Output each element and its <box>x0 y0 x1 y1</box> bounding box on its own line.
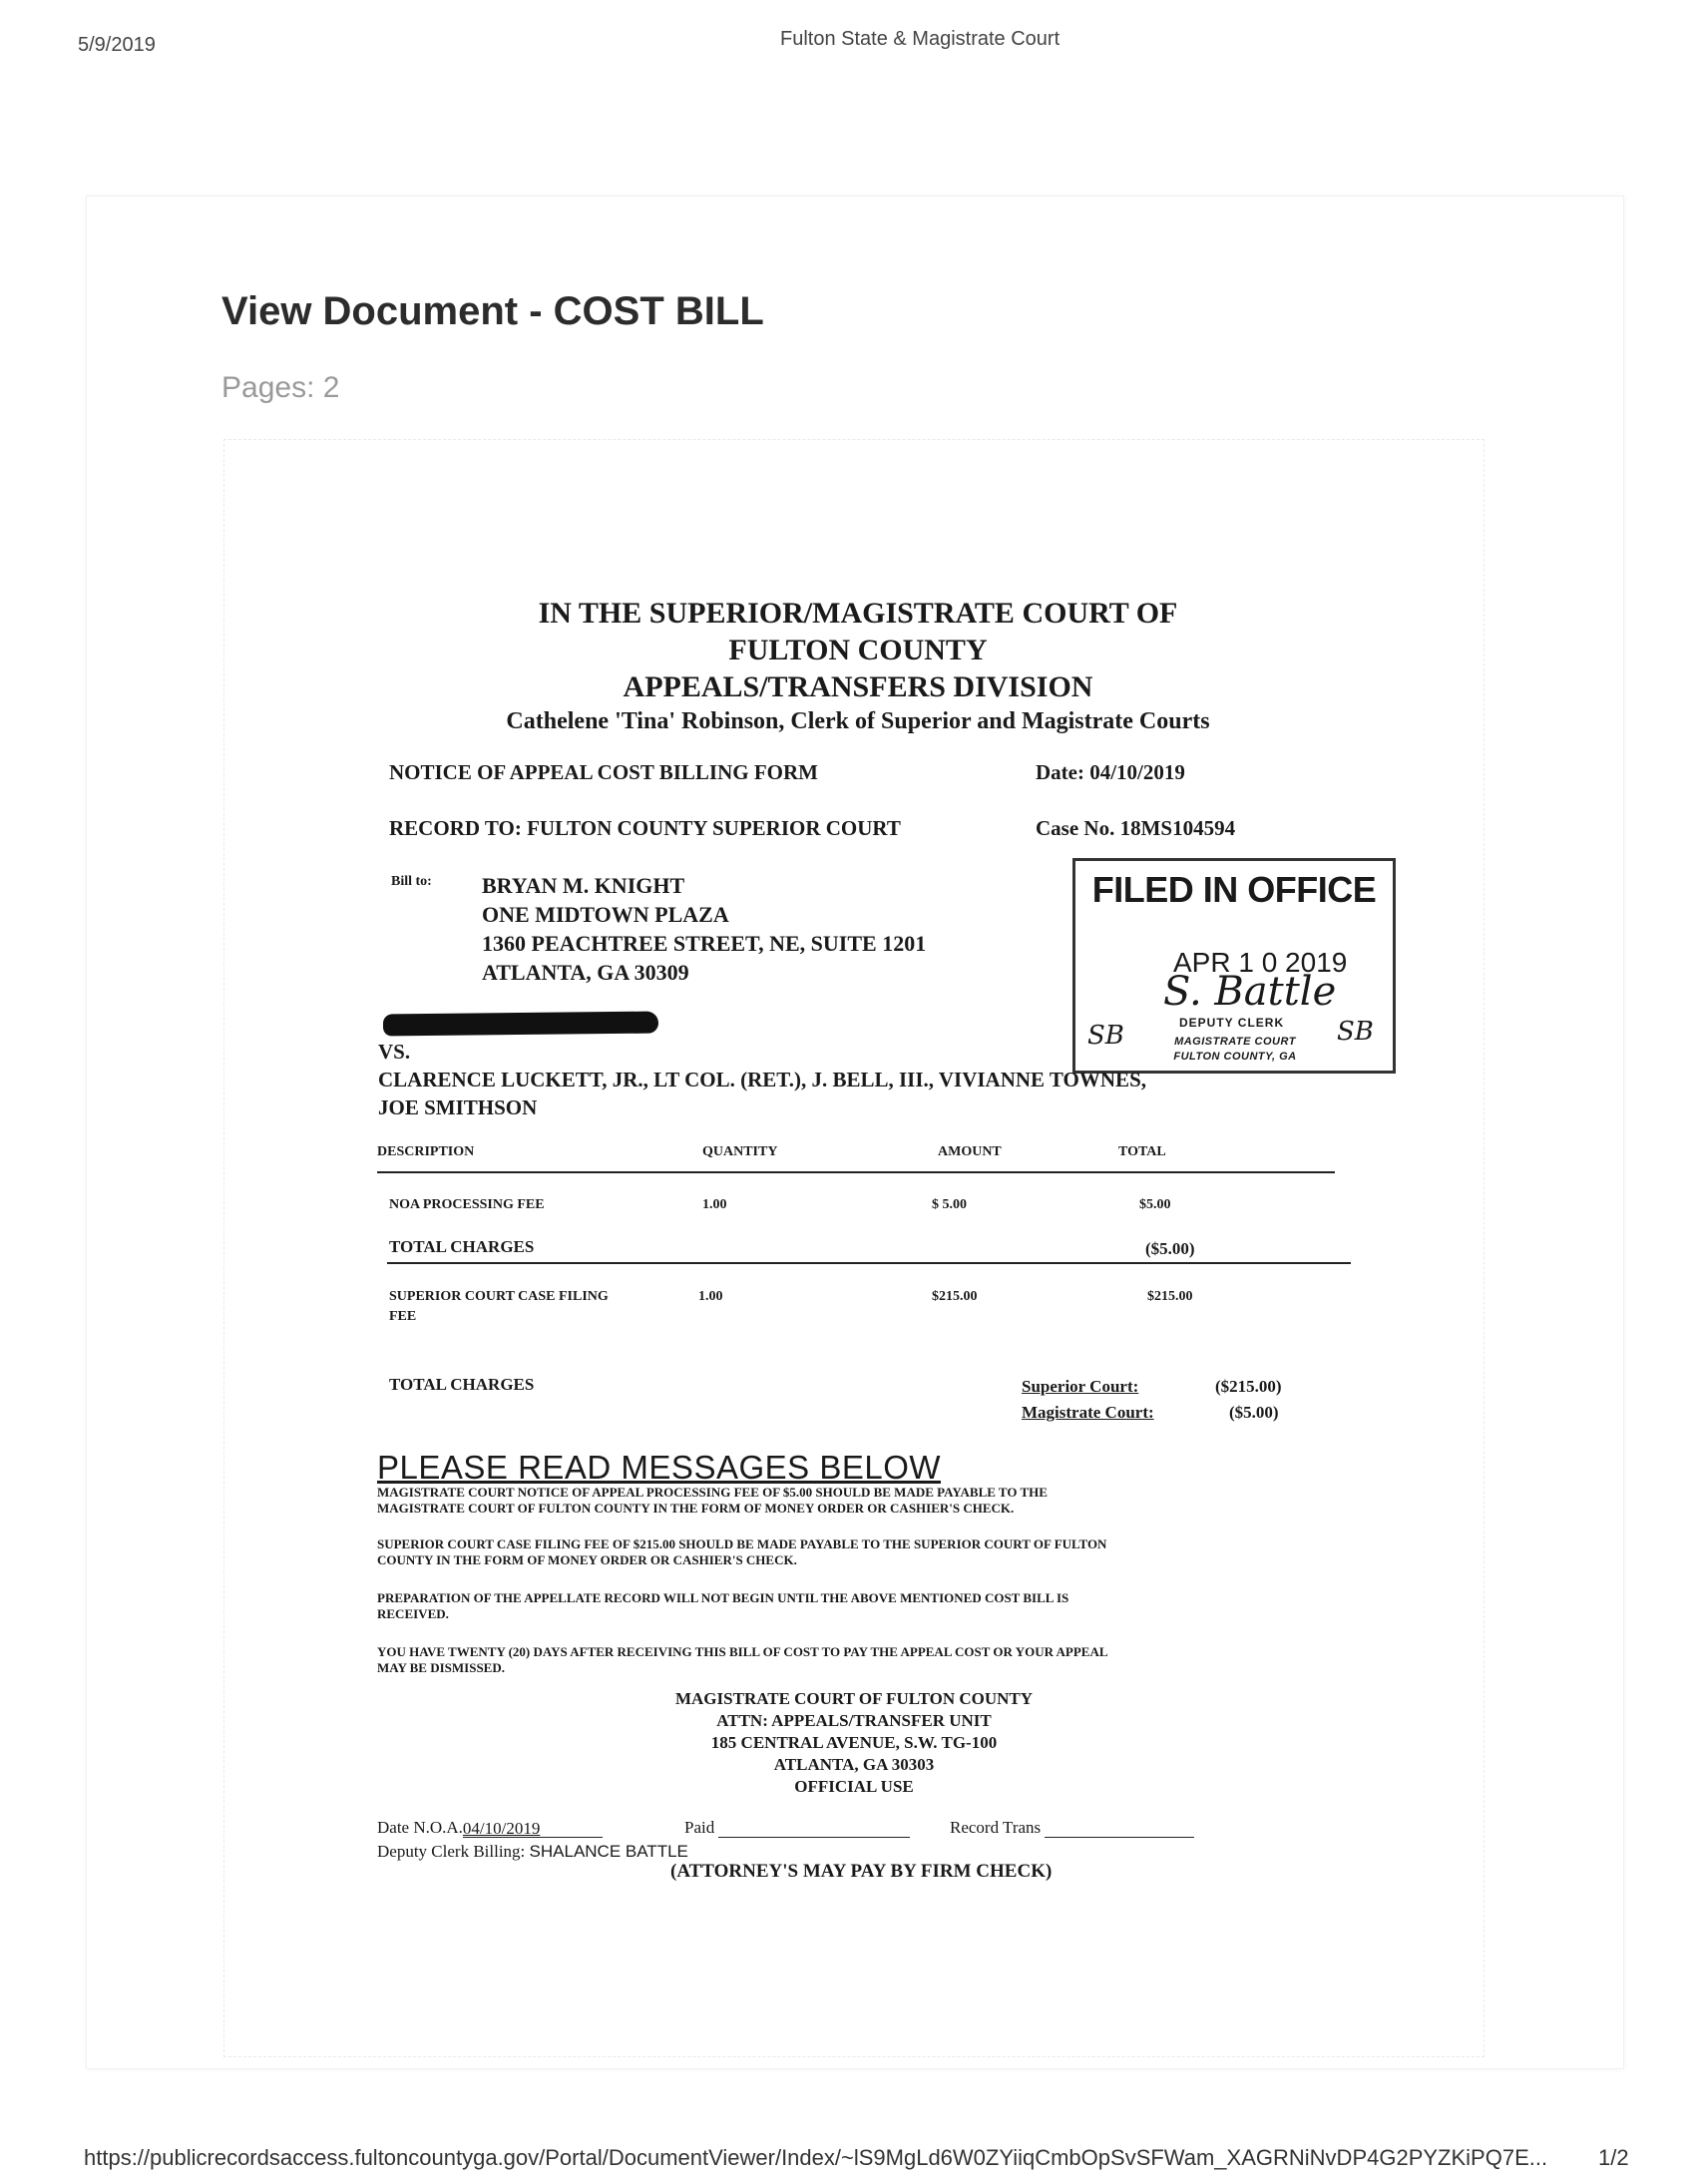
document-date: Date: 04/10/2019 <box>1036 760 1185 784</box>
deputy-clerk-billing <box>377 1842 688 1862</box>
magistrate-court-value: ($5.00) <box>1229 1403 1279 1422</box>
messages-heading: PLEASE READ MESSAGES BELOW <box>377 1449 942 1486</box>
court-heading: IN THE SUPERIOR/MAGISTRATE COURT OF <box>538 597 1178 630</box>
row1-amount: $ 5.00 <box>932 1197 967 1212</box>
print-url: https://publicrecordsaccess.fultoncountyga.gov/Portal/DocumentViewer/Index/~lS9MgLd6W0ZYiiqCmbOpSvSFWam_XAGRNiNvDP4G2PYZKiPQ7E... <box>84 2145 1548 2170</box>
stamp-court <box>1155 1035 1315 1065</box>
division-heading: APPEALS/TRANSFERS DIVISION <box>623 670 1093 703</box>
message-4-line1: YOU HAVE TWENTY (20) DAYS AFTER RECEIVING THIS BILL OF COST TO PAY THE APPEAL COST OR YOUR APPEAL <box>377 1644 1108 1659</box>
mailing-line4: ATLANTA, GA 30303 <box>773 1755 935 1774</box>
bill-to-line3: ATLANTA, GA 30309 <box>482 960 689 985</box>
col-description: DESCRIPTION <box>377 1144 475 1159</box>
stamp-signature: S. Battle <box>1163 969 1337 1015</box>
superior-court-value: ($215.00) <box>1215 1377 1282 1396</box>
county-heading: FULTON COUNTY <box>728 634 988 666</box>
message-4-line2: MAY BE DISMISSED. <box>377 1660 505 1675</box>
print-page-number: 1/2 <box>1598 2145 1629 2170</box>
row2-description-line1: SUPERIOR COURT CASE FILING <box>389 1289 609 1304</box>
stamp-initials-right: SB <box>1337 1017 1374 1047</box>
date-noa <box>377 1818 603 1838</box>
superior-court-label: Superior Court: <box>1022 1377 1139 1396</box>
total-charges-value: ($5.00) <box>1145 1239 1195 1258</box>
defendants-line1: CLARENCE LUCKETT, JR., LT COL. (RET.), J. BELL, III., VIVIANNE TOWNES, <box>378 1068 1146 1092</box>
message-3-line1: PREPARATION OF THE APPELLATE RECORD WILL NOT BEGIN UNTIL THE ABOVE MENTIONED COST BILL IS <box>377 1590 1069 1605</box>
bill-to-label: Bill to: <box>391 874 432 889</box>
bill-to-address <box>482 871 926 987</box>
grand-total-label: TOTAL CHARGES <box>389 1375 535 1394</box>
firm-check-note: (ATTORNEY'S MAY PAY BY FIRM CHECK) <box>670 1861 1053 1882</box>
date-noa-label: Date N.O.A. <box>377 1818 463 1837</box>
paid-field <box>684 1818 910 1838</box>
message-1-line1: MAGISTRATE COURT NOTICE OF APPEAL PROCESSING FEE OF $5.00 SHOULD BE MADE PAYABLE TO THE <box>377 1485 1048 1500</box>
row2-description-line2: FEE <box>389 1309 417 1324</box>
row1-description: NOA PROCESSING FEE <box>389 1197 545 1212</box>
paid-label: Paid <box>684 1818 715 1837</box>
clerk-line: Cathelene 'Tina' Robinson, Clerk of Superior and Magistrate Courts <box>506 708 1210 734</box>
bill-to-name: BRYAN M. KNIGHT <box>482 873 685 898</box>
redaction-bar <box>383 1012 658 1037</box>
defendants-line2: JOE SMITHSON <box>378 1095 538 1119</box>
col-total: TOTAL <box>1118 1144 1166 1159</box>
row2-quantity: 1.00 <box>698 1289 723 1304</box>
date-noa-value: 04/10/2019 <box>463 1819 603 1838</box>
stamp-court-line1: MAGISTRATE COURT <box>1174 1036 1296 1048</box>
mailing-line1: MAGISTRATE COURT OF FULTON COUNTY <box>674 1689 1034 1708</box>
col-quantity: QUANTITY <box>702 1144 778 1159</box>
page-count: Pages: 2 <box>221 371 340 404</box>
message-2-line1: SUPERIOR COURT CASE FILING FEE OF $215.00 SHOULD BE MADE PAYABLE TO THE SUPERIOR COURT OF FULTON <box>377 1536 1107 1551</box>
row1-quantity: 1.00 <box>702 1197 727 1212</box>
page-title: View Document - COST BILL <box>221 289 764 333</box>
row2-amount: $215.00 <box>932 1289 978 1304</box>
magistrate-court-label: Magistrate Court: <box>1022 1403 1154 1422</box>
stamp-deputy: DEPUTY CLERK <box>1179 1016 1285 1030</box>
bill-to-line1: ONE MIDTOWN PLAZA <box>482 902 729 927</box>
total-charges-label: TOTAL CHARGES <box>389 1237 535 1256</box>
print-date: 5/9/2019 <box>78 34 156 56</box>
stamp-date: APR 1 0 2019 <box>1173 947 1348 978</box>
paid-blank <box>718 1819 910 1838</box>
case-number: Case No. 18MS104594 <box>1036 816 1236 840</box>
stamp-heading: FILED IN OFFICE <box>1091 869 1377 910</box>
record-trans-label: Record Trans <box>950 1818 1042 1837</box>
message-4 <box>377 1644 1315 1676</box>
row2-total: $215.00 <box>1147 1289 1193 1304</box>
record-to: RECORD TO: FULTON COUNTY SUPERIOR COURT <box>389 816 901 840</box>
message-2-line2: COUNTY IN THE FORM OF MONEY ORDER OR CASHIER'S CHECK. <box>377 1552 797 1567</box>
form-title: NOTICE OF APPEAL COST BILLING FORM <box>389 760 818 784</box>
row1-total: $5.00 <box>1139 1197 1171 1212</box>
mailing-line5: OFFICIAL USE <box>794 1777 914 1796</box>
mailing-line3: 185 CENTRAL AVENUE, S.W. TG-100 <box>710 1733 998 1752</box>
total-charges-rule <box>387 1262 1351 1264</box>
bill-to-line2: 1360 PEACHTREE STREET, NE, SUITE 1201 <box>482 931 927 956</box>
filed-stamp <box>1072 858 1396 1074</box>
stamp-court-line2: FULTON COUNTY, GA <box>1173 1051 1297 1063</box>
message-1 <box>377 1485 1315 1517</box>
col-amount: AMOUNT <box>938 1144 1002 1159</box>
record-trans-field <box>950 1818 1194 1838</box>
record-trans-blank <box>1045 1819 1194 1838</box>
mailing-line2: ATTN: APPEALS/TRANSFER UNIT <box>716 1711 992 1730</box>
message-2 <box>377 1536 1315 1568</box>
deputy-clerk-value: SHALANCE BATTLE <box>529 1842 688 1861</box>
print-site-title: Fulton State & Magistrate Court <box>780 28 1060 50</box>
vs-label: VS. <box>378 1040 411 1064</box>
mailing-address <box>559 1688 1149 1798</box>
table-header-rule <box>377 1171 1335 1173</box>
message-3 <box>377 1590 1315 1622</box>
stamp-initials-left: SB <box>1087 1021 1124 1051</box>
message-3-line2: RECEIVED. <box>377 1606 449 1621</box>
deputy-clerk-label: Deputy Clerk Billing: <box>377 1842 526 1861</box>
message-1-line2: MAGISTRATE COURT OF FULTON COUNTY IN THE FORM OF MONEY ORDER OR CASHIER'S CHECK. <box>377 1501 1015 1516</box>
